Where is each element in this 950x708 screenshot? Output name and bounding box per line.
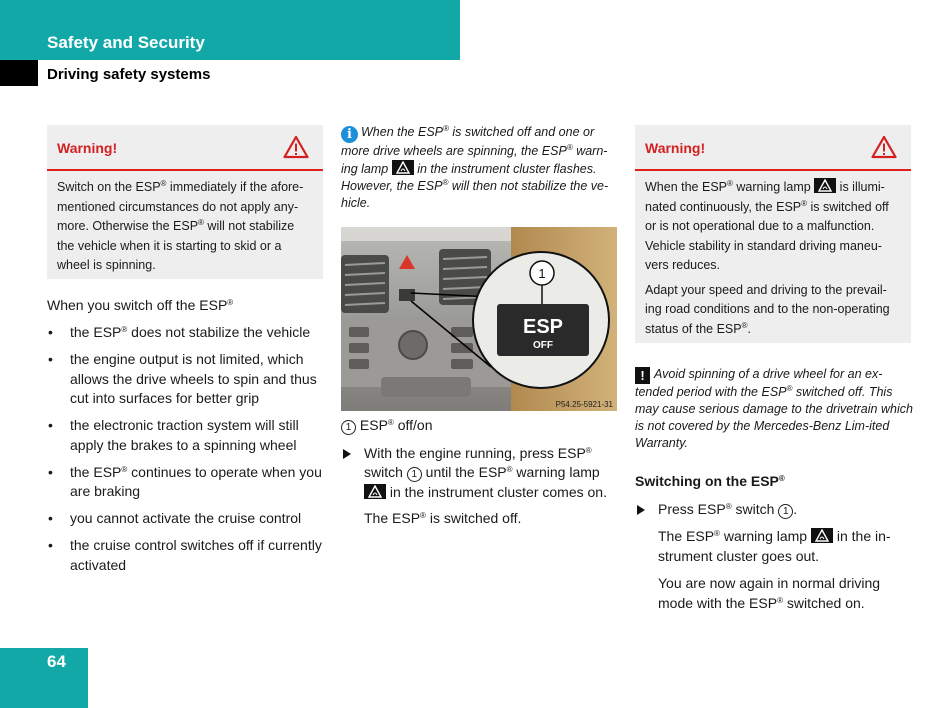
left-column [47, 296, 329, 575]
instruction-step [341, 444, 619, 503]
text-span: the ESP [70, 463, 122, 480]
instruction-step [635, 500, 917, 520]
registered-mark: ® [778, 474, 785, 483]
registered-mark: ® [443, 124, 449, 133]
list-item [47, 323, 329, 343]
text-span: switched off. This may cause serious damage to the drivetrain which is not covered by the Mercedes-Benz Lim-ited Warranty. [635, 385, 913, 450]
list-item [47, 350, 329, 409]
damage-notice [635, 366, 913, 452]
registered-mark: ® [727, 179, 733, 188]
list-item [47, 536, 329, 575]
text-span: the engine output is not limited, which allows the drive wheels to spin and thus cut into surfaces for better grip [70, 351, 317, 406]
registered-mark: ® [786, 384, 793, 393]
text-span: you cannot activate the cruise control [70, 510, 302, 526]
switching-on-heading [635, 472, 917, 492]
right-warning-box [635, 125, 911, 343]
list-item [47, 463, 329, 502]
callout-circle: 1 [341, 420, 356, 435]
section-title: Safety and Security [47, 33, 205, 52]
esp-warning-lamp-icon [392, 160, 414, 175]
exclamation-icon: ! [635, 367, 650, 384]
registered-mark: ® [741, 320, 748, 330]
page-number: 64 [47, 652, 66, 671]
step-result [635, 527, 917, 566]
photo-reference: P54.25-5921-31 [555, 400, 613, 409]
text-span: until the ESP [421, 464, 507, 480]
text-span: Press ESP [658, 500, 726, 517]
page-subtitle: Driving safety systems [47, 66, 211, 83]
text-span: continues to operate when you are braking [70, 463, 322, 499]
esp-switch-photo [341, 227, 617, 411]
right-column [635, 472, 917, 613]
text-span: When you switch off the ESP [47, 297, 228, 313]
warning-text [635, 171, 911, 345]
text-span: in the instrument cluster flashes. However, the ESP [341, 162, 597, 193]
bullet-list [47, 323, 329, 575]
text-span: warning lamp [719, 528, 811, 544]
text-span: the electronic traction system will still apply the brakes to a spinning wheel [70, 417, 299, 453]
info-icon: i [341, 126, 358, 143]
text-span: . [747, 321, 751, 336]
registered-mark: ® [198, 218, 204, 227]
text-span: Switch on the ESP [57, 180, 161, 194]
registered-mark: ® [777, 595, 783, 605]
esp-warning-lamp-icon [814, 178, 836, 193]
text-span: switch [364, 464, 407, 480]
esp-button-label: ESP [522, 316, 564, 338]
registered-mark: ® [585, 445, 592, 455]
text-span: the ESP [70, 324, 122, 340]
esp-warning-lamp-icon [811, 528, 833, 543]
callout-number: 1 [538, 266, 546, 281]
text-span: in the instrument cluster comes on. [386, 483, 607, 500]
warning-header [47, 125, 323, 171]
registered-mark: ® [442, 178, 449, 187]
text-span: Avoid spinning of a drive wheel for an ex-tended period with the ESP [635, 367, 883, 399]
info-note [341, 124, 619, 212]
text-span: You are now again in normal driving mode with the ESP [658, 575, 881, 611]
warning-title: Warning! [645, 140, 706, 156]
warning-triangle-icon [283, 135, 309, 164]
registered-mark: ® [725, 501, 732, 511]
text-span: is switched off and one or more drive wheels are spinning, the ESP [341, 125, 595, 158]
text-span: . [793, 500, 798, 517]
text-span: is switched off. [425, 510, 522, 526]
middle-column [341, 416, 619, 529]
text-span: The ESP [658, 528, 715, 544]
esp-warning-lamp-icon [364, 484, 386, 499]
left-warning-box [47, 125, 323, 279]
header-tab-marker [0, 60, 38, 86]
text-span: When the ESP [361, 125, 443, 139]
registered-mark: ® [121, 325, 128, 334]
intro-text [47, 296, 329, 316]
text-span: in the in-strument cluster goes out. [658, 528, 891, 564]
text-span: The ESP [364, 510, 421, 526]
text-span: ESP [356, 417, 388, 433]
text-span: switched on. [782, 594, 865, 611]
warning-triangle-icon [871, 135, 897, 164]
text-span: off/on [393, 417, 433, 433]
step-result [635, 574, 917, 613]
text-span: Adapt your speed and driving to the prevail-ing road conditions and to the non-operating status of the ESP [645, 282, 890, 336]
text-span: switch [731, 500, 779, 517]
registered-mark: ® [566, 143, 573, 152]
step-arrow-icon [637, 505, 645, 515]
registered-mark: ® [506, 465, 513, 474]
text-span: warning lamp [732, 180, 815, 194]
registered-mark: ® [121, 464, 128, 474]
registered-mark: ® [714, 529, 720, 538]
esp-button-sublabel: OFF [533, 340, 553, 351]
text-span: does not stabilize the vehicle [127, 324, 311, 340]
text-span: Switching on the ESP [635, 473, 779, 489]
text-span: With the engine running, press ESP [364, 444, 586, 461]
text-span: warn-ing lamp [341, 144, 608, 176]
list-item [47, 509, 329, 529]
warning-text [47, 171, 323, 282]
callout-circle: 1 [407, 467, 422, 482]
callout-circle: 1 [778, 504, 793, 519]
text-span: the cruise control switches off if currently activated [70, 537, 322, 573]
text-span: is illumi-nated continuously, the ESP [645, 180, 885, 214]
step-arrow-icon [343, 449, 351, 459]
registered-mark: ® [227, 298, 234, 307]
page-number-box [0, 648, 88, 708]
step-result [341, 509, 619, 529]
warning-title: Warning! [57, 140, 118, 156]
list-item [47, 416, 329, 455]
registered-mark: ® [160, 179, 167, 188]
text-span: will not stabilize the vehicle when it is starting to skid or a wheel is spinning. [57, 219, 295, 272]
warning-header [635, 125, 911, 171]
registered-mark: ® [420, 511, 426, 520]
text-span: immediately if the afore-mentioned circumstances do not apply any-more. Otherwise the ESP [57, 180, 304, 233]
text-span: will then not stabilize the ve-hicle. [341, 179, 609, 210]
photo-legend [341, 416, 619, 436]
registered-mark: ® [387, 418, 394, 427]
text-span: When the ESP [645, 180, 727, 194]
text-span: is switched off or is not operational due to a malfunction. Vehicle stability in standard driving maneu-vers reduces. [645, 199, 889, 272]
registered-mark: ® [801, 198, 808, 208]
text-span: warning lamp [512, 464, 600, 480]
